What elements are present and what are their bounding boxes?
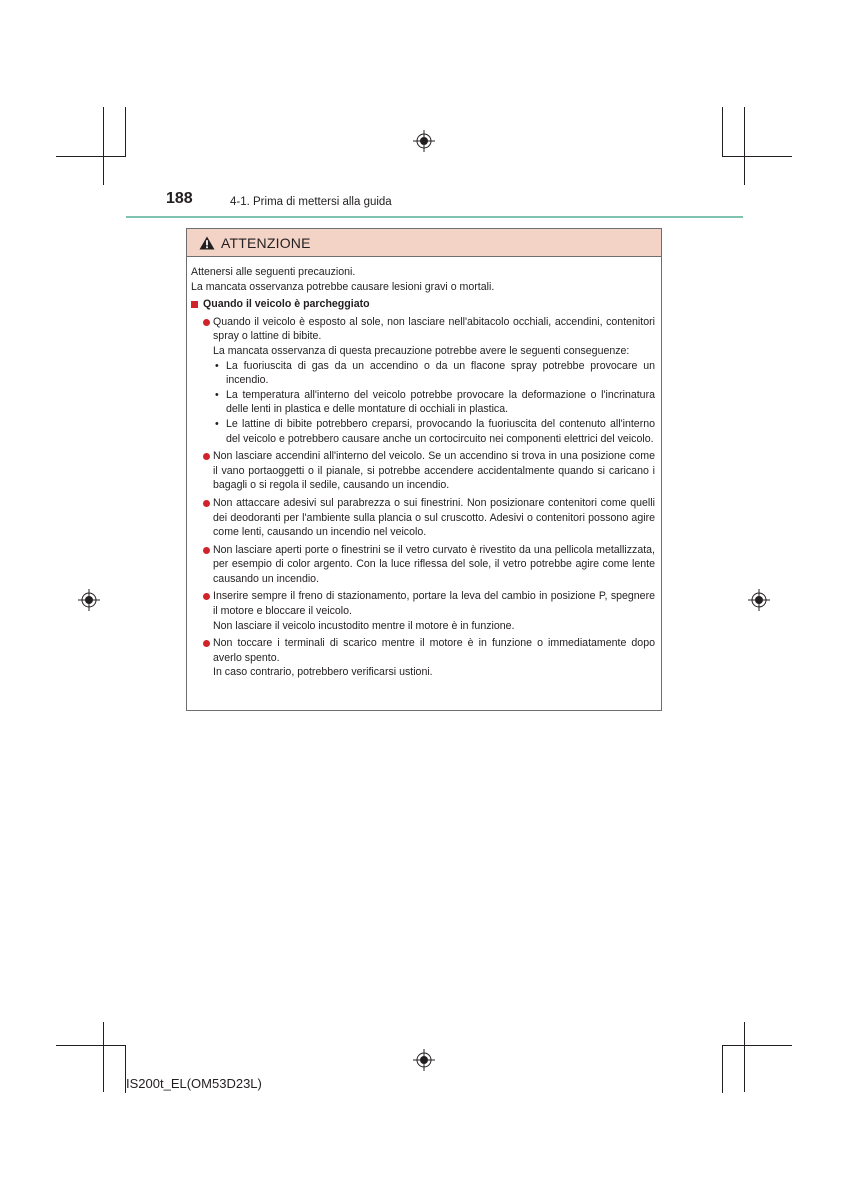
bullet-text: Inserire sempre il freno di stazionamento, portare la leva del cambio in posizione P, spegnere il motore e bloccare il veicolo. bbox=[213, 590, 655, 618]
sub-bullet-mark: • bbox=[215, 359, 219, 372]
bullet-item bbox=[191, 496, 655, 540]
sub-bullet-text: La fuoriuscita di gas da un accendino o da un flacone spray potrebbe provocare un incendio. bbox=[226, 359, 655, 387]
bullet-text: Non attaccare adesivi sul parabrezza o sui finestrini. Non posizionare contenitori come quelli dei deodoranti per l'ambiente sulla plancia o sul cruscotto. Adesivi o contenitori possono agire come lenti, causando un incendio nel veicolo. bbox=[213, 496, 655, 539]
bullet-item bbox=[191, 315, 655, 359]
square-bullet-icon bbox=[191, 301, 198, 308]
warning-title: ATTENZIONE bbox=[221, 234, 311, 251]
warning-triangle-icon bbox=[199, 236, 215, 250]
subsection-heading bbox=[191, 297, 655, 312]
registration-mark-icon bbox=[413, 130, 435, 152]
bullet-text: Non lasciare aperti porte o finestrini se il vetro curvato è rivestito da una pellicola metallizzata, per esempio di color argento. Con la luce riflessa del sole, il vetro potrebbe agire come lente causando un incendio. bbox=[213, 543, 655, 585]
bullet-follow-text: In caso contrario, potrebbero verificarsi ustioni. bbox=[213, 666, 433, 679]
sub-bullet-item bbox=[191, 388, 655, 417]
red-dot-icon bbox=[203, 319, 210, 326]
registration-mark-icon bbox=[748, 589, 770, 611]
bullet-text: Non toccare i terminali di scarico mentre il motore è in funzione o immediatamente dopo averlo spento. bbox=[213, 637, 655, 664]
red-dot-icon bbox=[203, 593, 210, 600]
warning-header bbox=[187, 229, 661, 257]
page-number: 188 bbox=[166, 190, 193, 207]
warning-body bbox=[187, 257, 661, 680]
section-title: 4-1. Prima di mettersi alla guida bbox=[230, 196, 392, 208]
sub-bullet-text: La temperatura all'interno del veicolo potrebbe provocare la deformazione o l'incrinatura delle lenti in plastica e delle montature di occhiali in plastica. bbox=[226, 388, 655, 416]
sub-bullet-mark: • bbox=[215, 417, 219, 430]
registration-mark-icon bbox=[78, 589, 100, 611]
bullet-item bbox=[191, 449, 655, 493]
crop-mark bbox=[722, 1045, 792, 1046]
crop-mark bbox=[56, 156, 126, 157]
sub-bullet-item bbox=[191, 417, 655, 446]
crop-mark bbox=[103, 107, 104, 185]
crop-mark bbox=[56, 1045, 126, 1046]
manual-code: IS200t_EL(OM53D23L) bbox=[126, 1076, 262, 1091]
warning-box bbox=[186, 228, 662, 711]
crop-mark bbox=[103, 1022, 104, 1092]
sub-bullet-item bbox=[191, 359, 655, 388]
header-rule bbox=[126, 216, 743, 218]
bullet-follow-text: Non lasciare il veicolo incustodito mentre il motore è in funzione. bbox=[213, 619, 515, 632]
intro-line: Attenersi alle seguenti precauzioni. bbox=[191, 266, 356, 278]
bullet-item bbox=[191, 543, 655, 587]
crop-mark bbox=[744, 107, 745, 185]
crop-mark bbox=[722, 1045, 723, 1093]
bullet-item bbox=[191, 636, 655, 680]
heading-text: Quando il veicolo è parcheggiato bbox=[203, 298, 370, 311]
registration-mark-icon bbox=[413, 1049, 435, 1071]
bullet-follow-text: La mancata osservanza di questa precauzione potrebbe avere le seguenti conseguenze: bbox=[213, 344, 630, 357]
crop-mark bbox=[744, 1022, 745, 1092]
red-dot-icon bbox=[203, 500, 210, 507]
crop-mark bbox=[722, 107, 723, 157]
bullet-item bbox=[191, 589, 655, 633]
sub-bullet-text: Le lattine di bibite potrebbero creparsi, provocando la fuoriuscita del contenuto all'interno del veicolo e potrebbero causare anche un cortocircuito nei componenti elettrici del veicolo. bbox=[226, 417, 655, 445]
crop-mark bbox=[125, 107, 126, 157]
bullet-text: Quando il veicolo è esposto al sole, non lasciare nell'abitacolo occhiali, accendini, contenitori spray o lattine di bibite. bbox=[213, 315, 655, 343]
intro-line: La mancata osservanza potrebbe causare lesioni gravi o mortali. bbox=[191, 280, 495, 293]
red-dot-icon bbox=[203, 640, 210, 647]
sub-bullet-mark: • bbox=[215, 388, 219, 401]
bullet-text: Non lasciare accendini all'interno del veicolo. Se un accendino si trova in una posizione come il vano portaoggetti o il pianale, si potrebbe accendere accidentalmente quando si caricano i bagagli o si regola il sedile, causando un incendio. bbox=[213, 450, 655, 492]
red-dot-icon bbox=[203, 547, 210, 554]
red-dot-icon bbox=[203, 453, 210, 460]
crop-mark bbox=[722, 156, 792, 157]
